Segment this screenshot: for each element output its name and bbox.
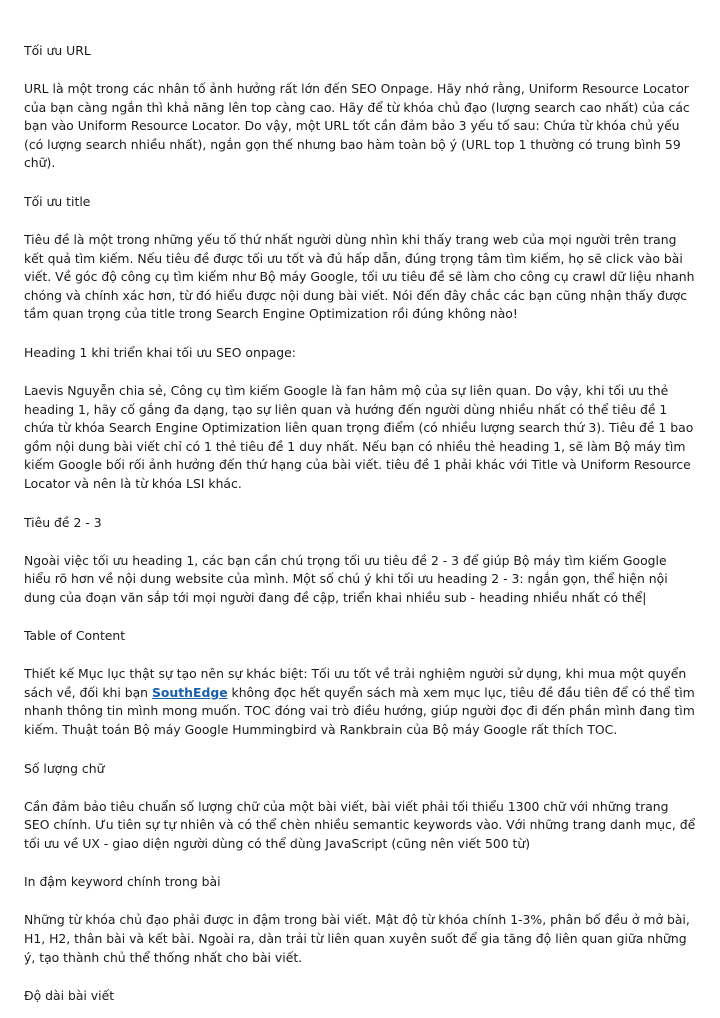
section-heading-toc: Table of Content <box>24 628 126 644</box>
section-heading-title: Tối ưu title <box>24 193 91 209</box>
section-paragraph-toc <box>24 665 696 739</box>
section-heading-word-count: Số lượng chữ <box>24 760 105 776</box>
section-paragraph-url: URL là một trong các nhân tố ảnh hưởng rất lớn đến SEO Onpage. Hãy nhớ rằng, Uniform Resource Locator của bạn càng ngắn thì khả năng lên top càng cao. Hãy để từ khóa chủ đạo (lượng search cao nhất) của các bạn vào Uniform Resource Locator. Do vậy, một URL tốt cần đảm bảo 3 yếu tố sau: Chứa từ khóa chủ yếu (có lượng search nhiều nhất), ngắn gọn thế nhưng bao hàm toàn bộ ý (URL top 1 thường có trung bình 59 chữ). <box>24 81 690 171</box>
section-paragraph-title: Tiêu đề là một trong những yếu tố thứ nhất người dùng nhìn khi thấy trang web của mọi người trên trang kết quả tìm kiếm. Nếu tiêu đề được tối ưu tốt và đủ hấp dẫn, đúng trọng tâm tìm kiếm, họ sẽ click vào bài viết. Về góc độ công cụ tìm kiếm như Bộ máy Google, tối ưu tiêu đề sẽ làm cho công cụ crawl dữ liệu nhanh chóng và chính xác hơn, từ đó hiểu được nội dung bài viết. Nói đến đây chắc các bạn cũng nhận thấy được tầm quan trọng của title trong Search Engine Optimization rồi đúng không nào! <box>24 231 695 322</box>
toc-text-after-link: không đọc hết quyển sách mà xem mục lục, tiêu đề đầu tiên để có thể tìm nhanh thông tin mình mong muốn. TOC đóng vai trò điều hướng, giúp người đọc đi đến phần mình đang tìm kiếm. Thuật toán Bộ máy Google Hummingbird và Rankbrain của Bộ máy Google rất thích TOC. <box>24 684 695 738</box>
section-heading-h1: Heading 1 khi triển khai tối ưu SEO onpage: <box>24 344 296 360</box>
section-paragraph-bold-keyword: Những từ khóa chủ đạo phải được in đậm trong bài viết. Mật độ từ khóa chính 1-3%, phân bố đều ở mở bài, H1, H2, thân bài và kết bài. Ngoài ra, dàn trải từ liên quan xuyên suốt để gia tăng độ liên quan giữa những ý, tạo thành chủ thể thống nhất cho bài viết. <box>24 912 690 965</box>
section-heading-bold-keyword: In đậm keyword chính trong bài <box>24 874 221 890</box>
section-paragraph-word-count: Cần đảm bảo tiêu chuẩn số lượng chữ của một bài viết, bài viết phải tối thiểu 1300 chữ với những trang SEO chính. Ưu tiên sự tự nhiên và có thể chèn nhiều semantic keywords vào. Với những trang danh mục, để tối ưu về UX - giao diện người dùng có thể dùng JavaScript (cũng nên viết 500 từ) <box>24 798 696 851</box>
section-paragraph-h1: Laevis Nguyễn chia sẻ, Công cụ tìm kiếm Google là fan hâm mộ của sự liên quan. Do vậy, khi tối ưu thẻ heading 1, hãy cố gắng đa dạng, tạo sự liên quan và hướng đến người dùng nhiều nhất có thể tiêu đề 1 chứa từ khóa Search Engine Optimization liên quan trọng điểm (có nhiều lượng search thứ 3). Tiêu đề 1 bao gồm nội dung bài viết chỉ có 1 thẻ tiêu đề 1 duy nhất. Nếu bạn có nhiều thẻ heading 1, sẽ làm Bộ máy tìm kiếm Google bối rối ảnh hưởng đến thứ hạng của bài viết. tiêu đề 1 phải khác với Title và Uniform Resource Locator và nên là từ khóa LSI khác. <box>24 382 694 491</box>
section-paragraph-h2-h3: Ngoài việc tối ưu heading 1, các bạn cần chú trọng tối ưu tiêu đề 2 - 3 để giúp Bộ máy tìm kiếm Google hiểu rõ hơn về nội dung website của mình. Một số chú ý khi tối ưu heading 2 - 3: ngắn gọn, thể hiện nội dung của đoạn văn sắp tới mọi người đang đề cập, triển khai nhiều sub - heading nhiều nhất có thể| <box>24 552 668 605</box>
section-heading-h2-h3: Tiêu đề 2 - 3 <box>24 514 102 530</box>
section-heading-article-length: Độ dài bài viết <box>24 988 115 1004</box>
section-heading-url: Tối ưu URL <box>24 43 91 58</box>
southedge-link[interactable]: SouthEdge <box>151 684 228 700</box>
toc-text-before-link: Thiết kế Mục lục thật sự tạo nên sự khác biệt: Tối ưu tốt về trải nghiệm người sử dụng, khi mua một quyển sách về, đối khi bạn <box>24 666 687 700</box>
